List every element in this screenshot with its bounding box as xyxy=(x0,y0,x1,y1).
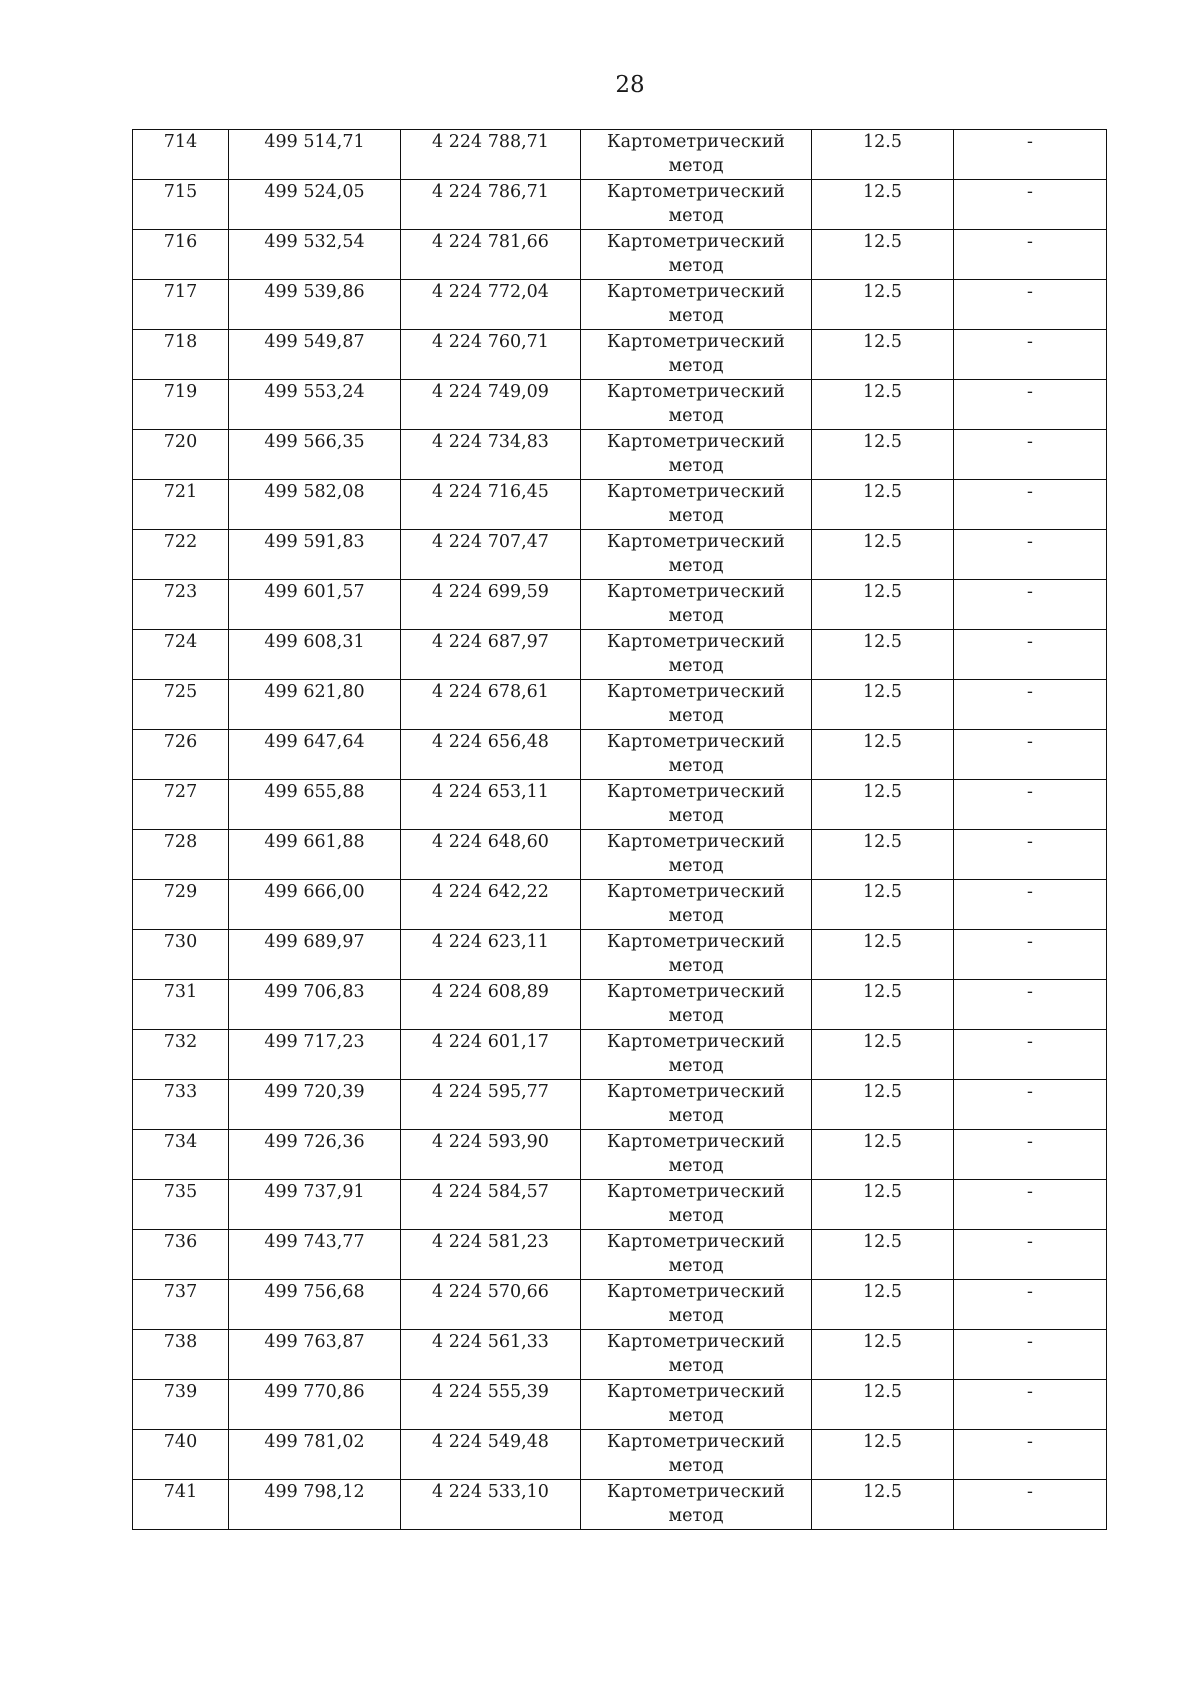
method-label-line2: метод xyxy=(668,406,724,426)
extra-cell: - xyxy=(954,280,1107,330)
method-cell xyxy=(581,230,812,280)
accuracy-cell: 12.5 xyxy=(812,230,954,280)
method-cell xyxy=(581,1080,812,1130)
extra-cell: - xyxy=(954,780,1107,830)
extra-cell: - xyxy=(954,480,1107,530)
point-number-cell: 740 xyxy=(133,1430,229,1480)
method-label-line2: метод xyxy=(668,506,724,526)
table-row xyxy=(133,480,1107,530)
coordinate-x-cell: 499 582,08 xyxy=(229,480,401,530)
accuracy-cell: 12.5 xyxy=(812,1330,954,1380)
point-number-cell: 717 xyxy=(133,280,229,330)
table-row xyxy=(133,630,1107,680)
table-row xyxy=(133,430,1107,480)
accuracy-cell: 12.5 xyxy=(812,780,954,830)
extra-cell: - xyxy=(954,1480,1107,1530)
table-row xyxy=(133,1030,1107,1080)
coordinate-y-cell: 4 224 549,48 xyxy=(401,1430,581,1480)
accuracy-cell: 12.5 xyxy=(812,1430,954,1480)
extra-cell: - xyxy=(954,880,1107,930)
method-label-line1: Картометрический xyxy=(607,382,785,402)
coordinate-y-cell: 4 224 648,60 xyxy=(401,830,581,880)
method-label-line2: метод xyxy=(668,1506,724,1526)
method-label-line2: метод xyxy=(668,956,724,976)
method-label-line2: метод xyxy=(668,156,724,176)
table-row xyxy=(133,1080,1107,1130)
method-cell xyxy=(581,880,812,930)
accuracy-cell: 12.5 xyxy=(812,1380,954,1430)
accuracy-cell: 12.5 xyxy=(812,580,954,630)
method-cell xyxy=(581,780,812,830)
table-row xyxy=(133,1380,1107,1430)
coordinate-x-cell: 499 666,00 xyxy=(229,880,401,930)
method-label-line2: метод xyxy=(668,706,724,726)
method-cell xyxy=(581,1430,812,1480)
point-number-cell: 730 xyxy=(133,930,229,980)
accuracy-cell: 12.5 xyxy=(812,680,954,730)
table-row xyxy=(133,180,1107,230)
method-label-line1: Картометрический xyxy=(607,1332,785,1352)
point-number-cell: 728 xyxy=(133,830,229,880)
table-row xyxy=(133,1280,1107,1330)
method-cell xyxy=(581,330,812,380)
table-row xyxy=(133,380,1107,430)
coordinate-x-cell: 499 647,64 xyxy=(229,730,401,780)
table-row xyxy=(133,230,1107,280)
point-number-cell: 726 xyxy=(133,730,229,780)
method-label-line2: метод xyxy=(668,356,724,376)
point-number-cell: 719 xyxy=(133,380,229,430)
coordinate-x-cell: 499 524,05 xyxy=(229,180,401,230)
extra-cell: - xyxy=(954,1430,1107,1480)
table-row xyxy=(133,1180,1107,1230)
method-label-line1: Картометрический xyxy=(607,682,785,702)
coordinate-y-cell: 4 224 581,23 xyxy=(401,1230,581,1280)
accuracy-cell: 12.5 xyxy=(812,1480,954,1530)
extra-cell: - xyxy=(954,980,1107,1030)
accuracy-cell: 12.5 xyxy=(812,430,954,480)
method-label-line2: метод xyxy=(668,1456,724,1476)
method-label-line1: Картометрический xyxy=(607,482,785,502)
method-label-line2: метод xyxy=(668,1156,724,1176)
table-row xyxy=(133,680,1107,730)
method-label-line2: метод xyxy=(668,606,724,626)
method-cell xyxy=(581,430,812,480)
method-cell xyxy=(581,1180,812,1230)
table-row xyxy=(133,530,1107,580)
extra-cell: - xyxy=(954,730,1107,780)
method-label-line2: метод xyxy=(668,806,724,826)
coordinate-y-cell: 4 224 533,10 xyxy=(401,1480,581,1530)
coordinate-y-cell: 4 224 687,97 xyxy=(401,630,581,680)
coordinate-x-cell: 499 514,71 xyxy=(229,130,401,180)
accuracy-cell: 12.5 xyxy=(812,1180,954,1230)
coordinate-x-cell: 499 720,39 xyxy=(229,1080,401,1130)
accuracy-cell: 12.5 xyxy=(812,1280,954,1330)
coordinate-y-cell: 4 224 555,39 xyxy=(401,1380,581,1430)
accuracy-cell: 12.5 xyxy=(812,730,954,780)
extra-cell: - xyxy=(954,830,1107,880)
method-cell xyxy=(581,1480,812,1530)
coordinate-x-cell: 499 781,02 xyxy=(229,1430,401,1480)
accuracy-cell: 12.5 xyxy=(812,530,954,580)
method-label-line1: Картометрический xyxy=(607,632,785,652)
table-row xyxy=(133,330,1107,380)
method-label-line1: Картометрический xyxy=(607,1182,785,1202)
extra-cell: - xyxy=(954,630,1107,680)
coordinate-x-cell: 499 661,88 xyxy=(229,830,401,880)
coordinate-y-cell: 4 224 593,90 xyxy=(401,1130,581,1180)
point-number-cell: 724 xyxy=(133,630,229,680)
extra-cell: - xyxy=(954,1180,1107,1230)
point-number-cell: 729 xyxy=(133,880,229,930)
accuracy-cell: 12.5 xyxy=(812,830,954,880)
point-number-cell: 721 xyxy=(133,480,229,530)
method-label-line1: Картометрический xyxy=(607,182,785,202)
extra-cell: - xyxy=(954,180,1107,230)
table-row xyxy=(133,980,1107,1030)
method-cell xyxy=(581,1030,812,1080)
point-number-cell: 723 xyxy=(133,580,229,630)
method-label-line1: Картометрический xyxy=(607,882,785,902)
coordinate-x-cell: 499 591,83 xyxy=(229,530,401,580)
table-row xyxy=(133,580,1107,630)
coordinate-y-cell: 4 224 601,17 xyxy=(401,1030,581,1080)
table-row xyxy=(133,130,1107,180)
accuracy-cell: 12.5 xyxy=(812,880,954,930)
method-cell xyxy=(581,130,812,180)
method-label-line1: Картометрический xyxy=(607,1032,785,1052)
coordinate-y-cell: 4 224 608,89 xyxy=(401,980,581,1030)
coordinate-y-cell: 4 224 561,33 xyxy=(401,1330,581,1380)
coordinate-x-cell: 499 608,31 xyxy=(229,630,401,680)
point-number-cell: 737 xyxy=(133,1280,229,1330)
method-label-line1: Картометрический xyxy=(607,782,785,802)
method-label-line2: метод xyxy=(668,906,724,926)
coordinate-y-cell: 4 224 734,83 xyxy=(401,430,581,480)
method-cell xyxy=(581,180,812,230)
method-cell xyxy=(581,730,812,780)
method-label-line1: Картометрический xyxy=(607,332,785,352)
accuracy-cell: 12.5 xyxy=(812,630,954,680)
table-row xyxy=(133,830,1107,880)
method-cell xyxy=(581,580,812,630)
method-cell xyxy=(581,1130,812,1180)
method-label-line2: метод xyxy=(668,756,724,776)
coordinates-table-body xyxy=(133,130,1107,1530)
method-label-line1: Картометрический xyxy=(607,732,785,752)
coordinates-table xyxy=(132,129,1107,1530)
point-number-cell: 720 xyxy=(133,430,229,480)
point-number-cell: 731 xyxy=(133,980,229,1030)
method-label-line1: Картометрический xyxy=(607,1132,785,1152)
method-label-line2: метод xyxy=(668,306,724,326)
method-label-line1: Картометрический xyxy=(607,232,785,252)
accuracy-cell: 12.5 xyxy=(812,1230,954,1280)
method-label-line1: Картометрический xyxy=(607,1432,785,1452)
method-label-line1: Картометрический xyxy=(607,432,785,452)
extra-cell: - xyxy=(954,930,1107,980)
method-cell xyxy=(581,530,812,580)
method-label-line1: Картометрический xyxy=(607,1382,785,1402)
extra-cell: - xyxy=(954,380,1107,430)
method-cell xyxy=(581,1330,812,1380)
point-number-cell: 725 xyxy=(133,680,229,730)
accuracy-cell: 12.5 xyxy=(812,280,954,330)
table-row xyxy=(133,730,1107,780)
method-label-line2: метод xyxy=(668,1206,724,1226)
accuracy-cell: 12.5 xyxy=(812,130,954,180)
table-row xyxy=(133,1330,1107,1380)
table-row xyxy=(133,1230,1107,1280)
method-label-line2: метод xyxy=(668,206,724,226)
point-number-cell: 735 xyxy=(133,1180,229,1230)
coordinate-x-cell: 499 726,36 xyxy=(229,1130,401,1180)
coordinate-y-cell: 4 224 716,45 xyxy=(401,480,581,530)
extra-cell: - xyxy=(954,1030,1107,1080)
method-label-line2: метод xyxy=(668,256,724,276)
point-number-cell: 738 xyxy=(133,1330,229,1380)
coordinate-x-cell: 499 706,83 xyxy=(229,980,401,1030)
method-label-line1: Картометрический xyxy=(607,982,785,1002)
coordinate-x-cell: 499 553,24 xyxy=(229,380,401,430)
point-number-cell: 741 xyxy=(133,1480,229,1530)
coordinate-x-cell: 499 717,23 xyxy=(229,1030,401,1080)
coordinate-x-cell: 499 798,12 xyxy=(229,1480,401,1530)
coordinate-y-cell: 4 224 584,57 xyxy=(401,1180,581,1230)
method-label-line1: Картометрический xyxy=(607,1082,785,1102)
coordinate-x-cell: 499 539,86 xyxy=(229,280,401,330)
coordinate-y-cell: 4 224 623,11 xyxy=(401,930,581,980)
accuracy-cell: 12.5 xyxy=(812,930,954,980)
coordinate-x-cell: 499 621,80 xyxy=(229,680,401,730)
method-label-line2: метод xyxy=(668,1356,724,1376)
coordinate-y-cell: 4 224 749,09 xyxy=(401,380,581,430)
table-row xyxy=(133,1130,1107,1180)
method-label-line1: Картометрический xyxy=(607,1482,785,1502)
method-label-line1: Картометрический xyxy=(607,832,785,852)
coordinate-y-cell: 4 224 781,66 xyxy=(401,230,581,280)
coordinate-x-cell: 499 601,57 xyxy=(229,580,401,630)
extra-cell: - xyxy=(954,430,1107,480)
extra-cell: - xyxy=(954,580,1107,630)
method-cell xyxy=(581,980,812,1030)
method-label-line2: метод xyxy=(668,556,724,576)
extra-cell: - xyxy=(954,1230,1107,1280)
page-number: 28 xyxy=(615,72,645,98)
coordinate-y-cell: 4 224 656,48 xyxy=(401,730,581,780)
method-label-line2: метод xyxy=(668,1406,724,1426)
method-label-line2: метод xyxy=(668,456,724,476)
method-cell xyxy=(581,680,812,730)
table-row xyxy=(133,1430,1107,1480)
coordinate-x-cell: 499 756,68 xyxy=(229,1280,401,1330)
method-label-line2: метод xyxy=(668,1306,724,1326)
method-label-line1: Картометрический xyxy=(607,282,785,302)
method-label-line2: метод xyxy=(668,1256,724,1276)
coordinate-y-cell: 4 224 707,47 xyxy=(401,530,581,580)
coordinate-y-cell: 4 224 653,11 xyxy=(401,780,581,830)
method-cell xyxy=(581,280,812,330)
accuracy-cell: 12.5 xyxy=(812,480,954,530)
method-cell xyxy=(581,830,812,880)
accuracy-cell: 12.5 xyxy=(812,180,954,230)
method-cell xyxy=(581,930,812,980)
accuracy-cell: 12.5 xyxy=(812,380,954,430)
extra-cell: - xyxy=(954,1080,1107,1130)
method-label-line2: метод xyxy=(668,856,724,876)
point-number-cell: 727 xyxy=(133,780,229,830)
coordinate-x-cell: 499 655,88 xyxy=(229,780,401,830)
coordinate-y-cell: 4 224 760,71 xyxy=(401,330,581,380)
accuracy-cell: 12.5 xyxy=(812,1130,954,1180)
table-row xyxy=(133,1480,1107,1530)
method-label-line2: метод xyxy=(668,1106,724,1126)
extra-cell: - xyxy=(954,1280,1107,1330)
coordinate-x-cell: 499 763,87 xyxy=(229,1330,401,1380)
extra-cell: - xyxy=(954,530,1107,580)
point-number-cell: 739 xyxy=(133,1380,229,1430)
method-cell xyxy=(581,1380,812,1430)
accuracy-cell: 12.5 xyxy=(812,980,954,1030)
method-cell xyxy=(581,1280,812,1330)
coordinate-x-cell: 499 566,35 xyxy=(229,430,401,480)
point-number-cell: 734 xyxy=(133,1130,229,1180)
method-label-line1: Картометрический xyxy=(607,932,785,952)
extra-cell: - xyxy=(954,1330,1107,1380)
method-label-line1: Картометрический xyxy=(607,132,785,152)
extra-cell: - xyxy=(954,680,1107,730)
point-number-cell: 722 xyxy=(133,530,229,580)
coordinate-y-cell: 4 224 786,71 xyxy=(401,180,581,230)
point-number-cell: 715 xyxy=(133,180,229,230)
method-label-line1: Картометрический xyxy=(607,1282,785,1302)
coordinate-x-cell: 499 737,91 xyxy=(229,1180,401,1230)
coordinate-y-cell: 4 224 570,66 xyxy=(401,1280,581,1330)
accuracy-cell: 12.5 xyxy=(812,1080,954,1130)
table-row xyxy=(133,930,1107,980)
table-row xyxy=(133,880,1107,930)
coordinate-x-cell: 499 549,87 xyxy=(229,330,401,380)
method-label-line1: Картометрический xyxy=(607,532,785,552)
point-number-cell: 718 xyxy=(133,330,229,380)
point-number-cell: 732 xyxy=(133,1030,229,1080)
coordinate-y-cell: 4 224 699,59 xyxy=(401,580,581,630)
extra-cell: - xyxy=(954,230,1107,280)
accuracy-cell: 12.5 xyxy=(812,330,954,380)
method-label-line2: метод xyxy=(668,1056,724,1076)
coordinate-x-cell: 499 689,97 xyxy=(229,930,401,980)
accuracy-cell: 12.5 xyxy=(812,1030,954,1080)
method-cell xyxy=(581,630,812,680)
method-label-line1: Картометрический xyxy=(607,1232,785,1252)
extra-cell: - xyxy=(954,1380,1107,1430)
coordinate-y-cell: 4 224 595,77 xyxy=(401,1080,581,1130)
coordinate-y-cell: 4 224 788,71 xyxy=(401,130,581,180)
point-number-cell: 716 xyxy=(133,230,229,280)
method-label-line2: метод xyxy=(668,1006,724,1026)
extra-cell: - xyxy=(954,330,1107,380)
coordinate-y-cell: 4 224 642,22 xyxy=(401,880,581,930)
point-number-cell: 733 xyxy=(133,1080,229,1130)
method-label-line2: метод xyxy=(668,656,724,676)
point-number-cell: 714 xyxy=(133,130,229,180)
extra-cell: - xyxy=(954,1130,1107,1180)
extra-cell: - xyxy=(954,130,1107,180)
table-row xyxy=(133,780,1107,830)
point-number-cell: 736 xyxy=(133,1230,229,1280)
coordinate-x-cell: 499 770,86 xyxy=(229,1380,401,1430)
coordinate-x-cell: 499 743,77 xyxy=(229,1230,401,1280)
method-cell xyxy=(581,480,812,530)
method-cell xyxy=(581,380,812,430)
table-row xyxy=(133,280,1107,330)
method-cell xyxy=(581,1230,812,1280)
method-label-line1: Картометрический xyxy=(607,582,785,602)
coordinate-y-cell: 4 224 678,61 xyxy=(401,680,581,730)
coordinate-y-cell: 4 224 772,04 xyxy=(401,280,581,330)
coordinate-x-cell: 499 532,54 xyxy=(229,230,401,280)
